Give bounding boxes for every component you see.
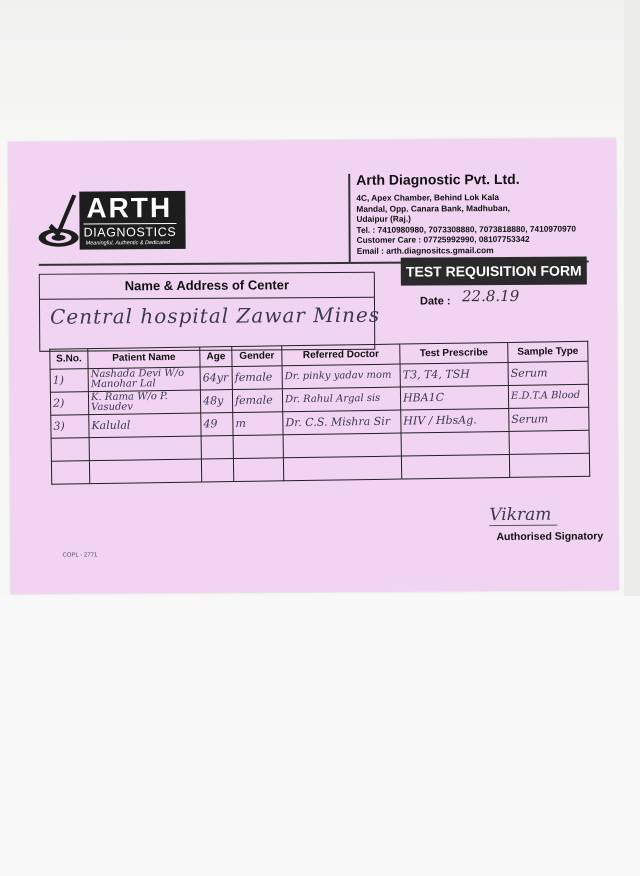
cell-sno xyxy=(51,438,89,462)
cell-sample-type: Serum xyxy=(509,407,589,431)
date-field: 22.8.19 xyxy=(461,286,520,306)
cell-test-prescribe: HIV / HbsAg. xyxy=(401,408,509,433)
scan-background-top xyxy=(0,0,640,140)
col-header-patient-name: Patient Name xyxy=(88,347,200,369)
email-line: Email : arth.diagnositcs.gmail.com xyxy=(356,244,494,256)
phone-line: Tel. : 7410980980, 7073308880, 7073818880, 7410970970 xyxy=(356,223,577,235)
company-info xyxy=(356,170,607,256)
scan-background-bottom xyxy=(0,596,640,876)
cell-patient-name: Kalulal xyxy=(89,413,201,438)
cell-sno: 2) xyxy=(50,392,88,416)
cell-age xyxy=(201,436,233,459)
center-title: Name & Address of Center xyxy=(40,273,374,300)
cell-age: 64yr xyxy=(200,367,232,390)
cell-patient-name xyxy=(89,436,201,461)
cell-test-prescribe: T3, T4, TSH xyxy=(400,362,508,387)
cell-patient-name: Nashada Devi W/o Manohar Lal xyxy=(88,367,200,392)
cell-gender: female xyxy=(232,389,282,413)
col-header-gender: Gender xyxy=(232,346,282,367)
requisition-form-sheet xyxy=(8,138,619,594)
cell-sno: 1) xyxy=(50,369,88,393)
center-name-field: Central hospital Zawar Mines xyxy=(49,302,381,329)
cell-referred-doctor: Dr. pinky yadav mom xyxy=(282,364,400,389)
patient-table xyxy=(49,341,590,485)
footer-code: COPL - 2771 xyxy=(62,552,98,559)
center-box xyxy=(39,272,381,352)
col-header-sno: S.No. xyxy=(50,349,88,370)
cell-age: 49 xyxy=(201,413,233,436)
cell-gender: female xyxy=(232,366,282,390)
cell-sno: 3) xyxy=(51,415,89,439)
col-header-age: Age xyxy=(200,347,232,367)
cell-gender: m xyxy=(233,412,283,436)
company-name: Arth Diagnostic Pvt. Ltd. xyxy=(356,170,520,188)
cell-referred-doctor: Dr. Rahul Argal sis xyxy=(282,387,400,412)
cell-sample-type: Serum xyxy=(508,361,588,385)
col-header-sample-type: Sample Type xyxy=(508,341,588,362)
logo-subtitle: DIAGNOSTICS xyxy=(83,224,177,240)
cell-referred-doctor xyxy=(283,433,401,458)
signatory-label: Authorised Signatory xyxy=(496,530,604,544)
address-line: Mandal, Opp. Canara Bank, Madhuban, xyxy=(356,202,510,214)
cell-age: 48y xyxy=(200,390,232,413)
target-check-icon xyxy=(36,192,80,250)
cell-referred-doctor xyxy=(283,456,401,481)
cell-sample-type xyxy=(509,453,589,477)
cell-sample-type: E.D.T.A Blood xyxy=(508,384,588,408)
cell-test-prescribe xyxy=(401,454,509,479)
logo-wordmark xyxy=(79,191,185,250)
form-title: TEST REQUISITION FORM xyxy=(401,256,587,285)
customer-care-line: Customer Care : 07725992990, 08107753342 xyxy=(356,233,530,245)
col-header-referred-doctor: Referred Doctor xyxy=(282,344,400,366)
col-header-test-prescribe: Test Prescribe xyxy=(400,342,508,364)
cell-test-prescribe xyxy=(401,431,509,456)
address-line: Udaipur (Raj.) xyxy=(356,213,411,224)
logo-name: ARTH xyxy=(86,191,173,224)
cell-patient-name xyxy=(89,459,201,484)
cell-referred-doctor: Dr. C.S. Mishra Sir xyxy=(283,410,401,435)
signature: Vikram xyxy=(489,505,557,526)
cell-patient-name: K. Rama W/o P. Vasudev xyxy=(88,390,200,415)
cell-gender xyxy=(233,435,283,459)
cell-sno xyxy=(51,461,89,485)
cell-gender xyxy=(233,458,283,482)
company-logo xyxy=(36,191,186,254)
header-divider xyxy=(348,174,351,262)
cell-age xyxy=(201,459,233,482)
address-line: 4C, Apex Chamber, Behind Lok Kala xyxy=(356,192,500,203)
cell-sample-type xyxy=(509,430,589,454)
logo-tagline: Meaningful, Authentic & Dedicated xyxy=(85,240,170,247)
cell-test-prescribe: HBA1C xyxy=(400,385,508,410)
date-label: Date : xyxy=(419,295,451,308)
